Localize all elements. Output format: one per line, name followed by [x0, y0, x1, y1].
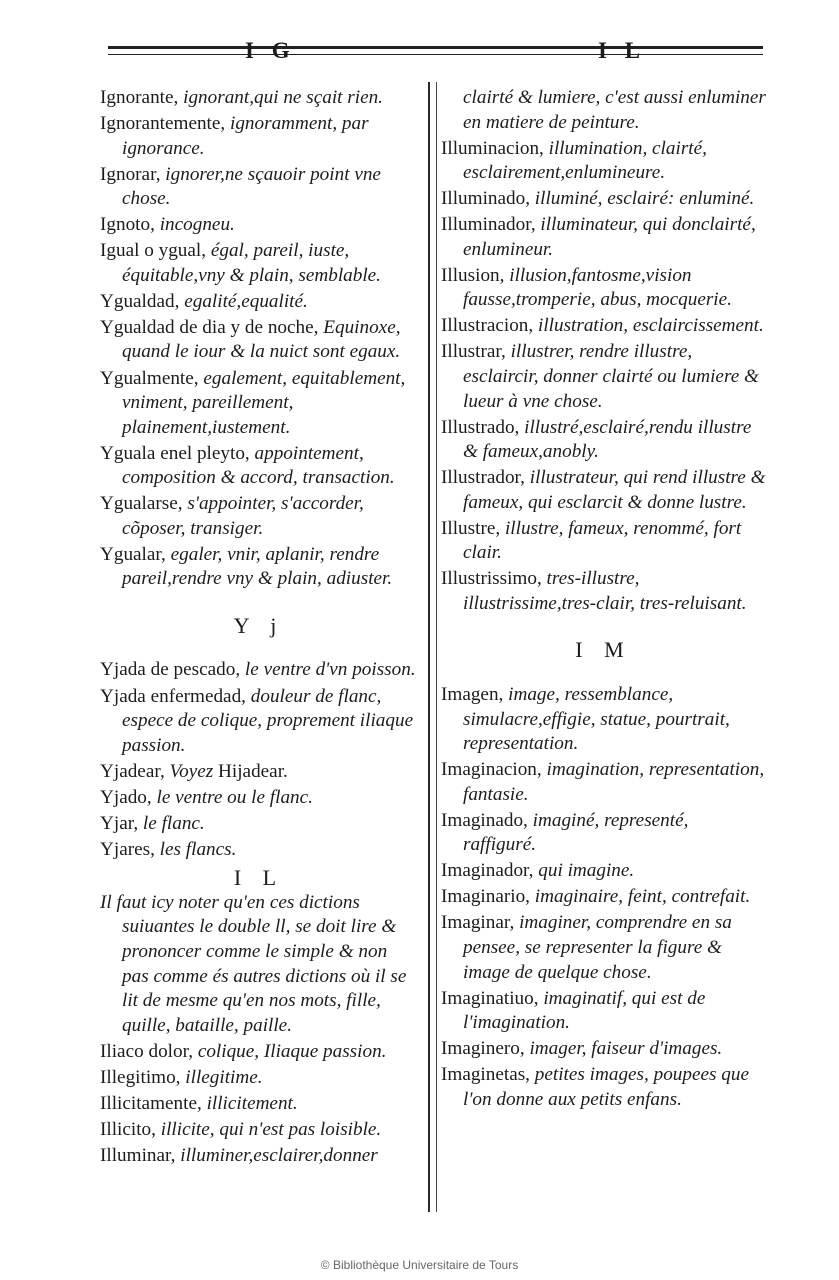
section-heading: I M [575, 637, 632, 663]
definition: imaginatif, qui est de l'imagination. [463, 987, 706, 1034]
header-rule-thin [108, 54, 763, 55]
headword: Illuminador, [441, 214, 536, 236]
running-head-left: I G [245, 38, 296, 63]
headword: Illustrissimo, [441, 568, 542, 590]
headword: Imaginario, [441, 886, 530, 908]
dictionary-entry [441, 1063, 766, 1112]
entry-continuation [441, 86, 766, 135]
dictionary-entry [100, 1118, 418, 1143]
dictionary-entry [441, 859, 766, 884]
dictionary-entry [100, 112, 418, 161]
headword: Imaginar, [441, 912, 515, 934]
definition: Equinoxe, quand le iour & la nuict sont egaux. [122, 316, 401, 363]
dictionary-entry [441, 809, 766, 858]
headword: Imaginacion, [441, 759, 542, 781]
dictionary-entry [100, 786, 418, 811]
dictionary-entry [441, 567, 766, 616]
headword: Illustracion, [441, 315, 534, 337]
dictionary-entry [100, 685, 418, 759]
right-column [441, 86, 766, 1114]
dictionary-entry [100, 543, 418, 592]
definition: le flanc. [138, 812, 205, 834]
definition: illustré,esclairé,rendu illustre & fameux,anobly. [463, 416, 752, 463]
headword: Yjado, [100, 786, 152, 808]
dictionary-entry [441, 314, 766, 339]
headword: Ignoto, [100, 214, 155, 236]
library-credit: © Bibliothèque Universitaire de Tours [320, 1258, 519, 1272]
definition: illuminer,esclairer,donner [175, 1144, 378, 1166]
headword: Illicitamente, [100, 1092, 202, 1114]
dictionary-entry [100, 1092, 418, 1117]
definition: douleur de flanc, espece de colique, proprement iliaque passion. [122, 685, 414, 756]
definition: clairté & lumiere, c'est aussi enluminer en matiere de peinture. [463, 87, 766, 133]
definition: illicitement. [201, 1092, 298, 1114]
headword: Yjares, [100, 838, 155, 860]
definition: illustrer, rendre illustre, esclaircir, donner clairté ou lumiere & lueur à vne chose. [463, 341, 759, 412]
definition: illusion,fantosme,vision fausse,tromperie, abus, mocquerie. [463, 264, 732, 311]
headword: Igual o ygual, [100, 240, 207, 262]
dictionary-entry [100, 492, 418, 541]
headword: Illuminacion, [441, 137, 544, 159]
column-divider-inner [436, 82, 437, 1212]
headword: Ygualdad de dia y de noche, [100, 316, 319, 338]
dictionary-entry [441, 885, 766, 910]
definition: le ventre d'vn poisson. [240, 659, 416, 681]
dictionary-entry [441, 1037, 766, 1062]
cross-reference: Hijadear. [213, 760, 288, 782]
definition: egaler, vnir, aplanir, rendre pareil,rendre vny & plain, adiuster. [122, 543, 393, 590]
definition: Voyez [164, 760, 214, 782]
headword: Ygualar, [100, 543, 166, 565]
dictionary-entry [100, 290, 418, 315]
dictionary-entry [100, 1040, 418, 1065]
dictionary-entry [441, 187, 766, 212]
headword: Illustre, [441, 517, 501, 539]
headword: Yguala enel pleyto, [100, 442, 250, 464]
dictionary-entry [441, 987, 766, 1036]
definition: les flancs. [154, 838, 237, 860]
section-heading: I L [233, 865, 285, 891]
headword: Imaginetas, [441, 1064, 530, 1086]
headword: Ygualmente, [100, 367, 199, 389]
definition: ignorer,ne sçauoir point vne chose. [122, 163, 381, 210]
definition: imagination, representation, fantasie. [463, 759, 765, 805]
dictionary-entry [441, 683, 766, 757]
dictionary-entry [441, 213, 766, 262]
headword: Imaginado, [441, 809, 528, 831]
definition: colique, Iliaque passion. [193, 1040, 387, 1062]
definition: petites images, poupees que l'on donne aux petits enfans. [463, 1064, 749, 1110]
headword: Illicito, [100, 1118, 156, 1140]
headword: Iliaco dolor, [100, 1040, 194, 1062]
dictionary-entry [441, 466, 766, 515]
definition: illustrateur, qui rend illustre & fameux, qui esclarcit & donne lustre. [463, 467, 766, 513]
dictionary-entry [441, 911, 766, 985]
headword: Ygualdad, [100, 290, 180, 312]
definition: ignoramment, par ignorance. [122, 113, 369, 159]
definition: égal, pareil, iuste, équitable,vny & plain, semblable. [122, 240, 381, 286]
dictionary-entry [100, 367, 418, 441]
dictionary-entry [441, 340, 766, 414]
definition: Il faut icy noter qu'en ces dictions suiuantes le double ll, se doit lire & prononcer comme le simple & non pas comme és autres dictions où il se lit de mesme qu'en nos mots, fille, quille, bataille, paille. [100, 891, 407, 1036]
headword: Yjadear, [100, 760, 165, 782]
definition: illuminateur, qui donclairté, enlumineur. [463, 214, 756, 260]
dictionary-entry [100, 760, 418, 785]
definition: egalement, equitablement, vniment, pareillement, plainement,iustement. [122, 367, 406, 438]
definition: le ventre ou le flanc. [151, 786, 313, 808]
headword: Ignorante, [100, 87, 179, 108]
definition: imager, faiseur d'images. [524, 1038, 723, 1060]
headword: Illustrar, [441, 341, 506, 363]
definition: illicite, qui n'est pas loisible. [155, 1118, 382, 1140]
dictionary-entry [441, 137, 766, 186]
header-rule [108, 46, 763, 49]
dictionary-entry [100, 239, 418, 288]
definition: image, ressemblance, simulacre,effigie, statue, pourtrait, representation. [463, 684, 730, 755]
definition: s'appointer, s'accorder, cõposer, transiger. [122, 493, 364, 539]
section-heading: Y j [233, 612, 285, 638]
headword: Illuminado, [441, 188, 530, 210]
headword: Ygualarse, [100, 493, 183, 515]
definition: illustration, esclaircissement. [533, 315, 764, 337]
dictionary-entry [100, 442, 418, 491]
dictionary-entry [441, 517, 766, 566]
definition: imaginaire, feint, contrefait. [529, 886, 751, 908]
dictionary-entry [100, 213, 418, 238]
running-head-right: I L [598, 38, 647, 63]
definition: illegitime. [180, 1066, 263, 1088]
headword: Illusion, [441, 264, 505, 286]
dictionary-entry [441, 416, 766, 465]
dictionary-entry [100, 658, 418, 683]
dictionary-entry [100, 163, 418, 212]
dictionary-entry [100, 812, 418, 837]
definition: incogneu. [154, 214, 235, 236]
column-divider [428, 82, 430, 1212]
headword: Illegitimo, [100, 1066, 181, 1088]
definition: illustre, fameux, renommé, fort clair. [463, 517, 742, 564]
definition: appointement, composition & accord, transaction. [122, 442, 395, 489]
dictionary-entry [441, 758, 766, 807]
headword: Illustrado, [441, 416, 520, 438]
headword: Imaginero, [441, 1038, 525, 1060]
definition: imaginé, representé, raffiguré. [463, 809, 689, 856]
headword: Imaginatiuo, [441, 987, 539, 1009]
dictionary-entry [100, 86, 418, 111]
headword: Illuminar, [100, 1144, 176, 1166]
definition: egalité,equalité. [179, 290, 308, 312]
headword: Yjada enfermedad, [100, 685, 246, 707]
headword: Imaginador, [441, 860, 534, 882]
left-column [100, 86, 418, 1170]
dictionary-entry [100, 891, 418, 1038]
dictionary-entry [100, 838, 418, 863]
definition: illuminé, esclairé: enluminé. [530, 188, 755, 210]
definition: tres-illustre, illustrissime,tres-clair, tres-reluisant. [463, 568, 747, 614]
dictionary-entry [100, 1066, 418, 1091]
dictionary-entry [441, 264, 766, 313]
definition: qui imagine. [533, 860, 635, 882]
headword: Yjar, [100, 812, 139, 834]
headword: Ignorar, [100, 163, 161, 185]
headword: Ignorantemente, [100, 113, 226, 135]
definition: illumination, clairté, esclairement,enlumineure. [463, 137, 707, 184]
headword: Illustrador, [441, 467, 525, 489]
definition: imaginer, comprendre en sa pensee, se representer la figure & image de quelque chose. [463, 912, 732, 983]
dictionary-entry [100, 1144, 418, 1169]
dictionary-entry [100, 316, 418, 365]
headword: Yjada de pescado, [100, 659, 241, 681]
definition: ignorant,qui ne sçait rien. [178, 87, 383, 108]
headword: Imagen, [441, 684, 504, 706]
